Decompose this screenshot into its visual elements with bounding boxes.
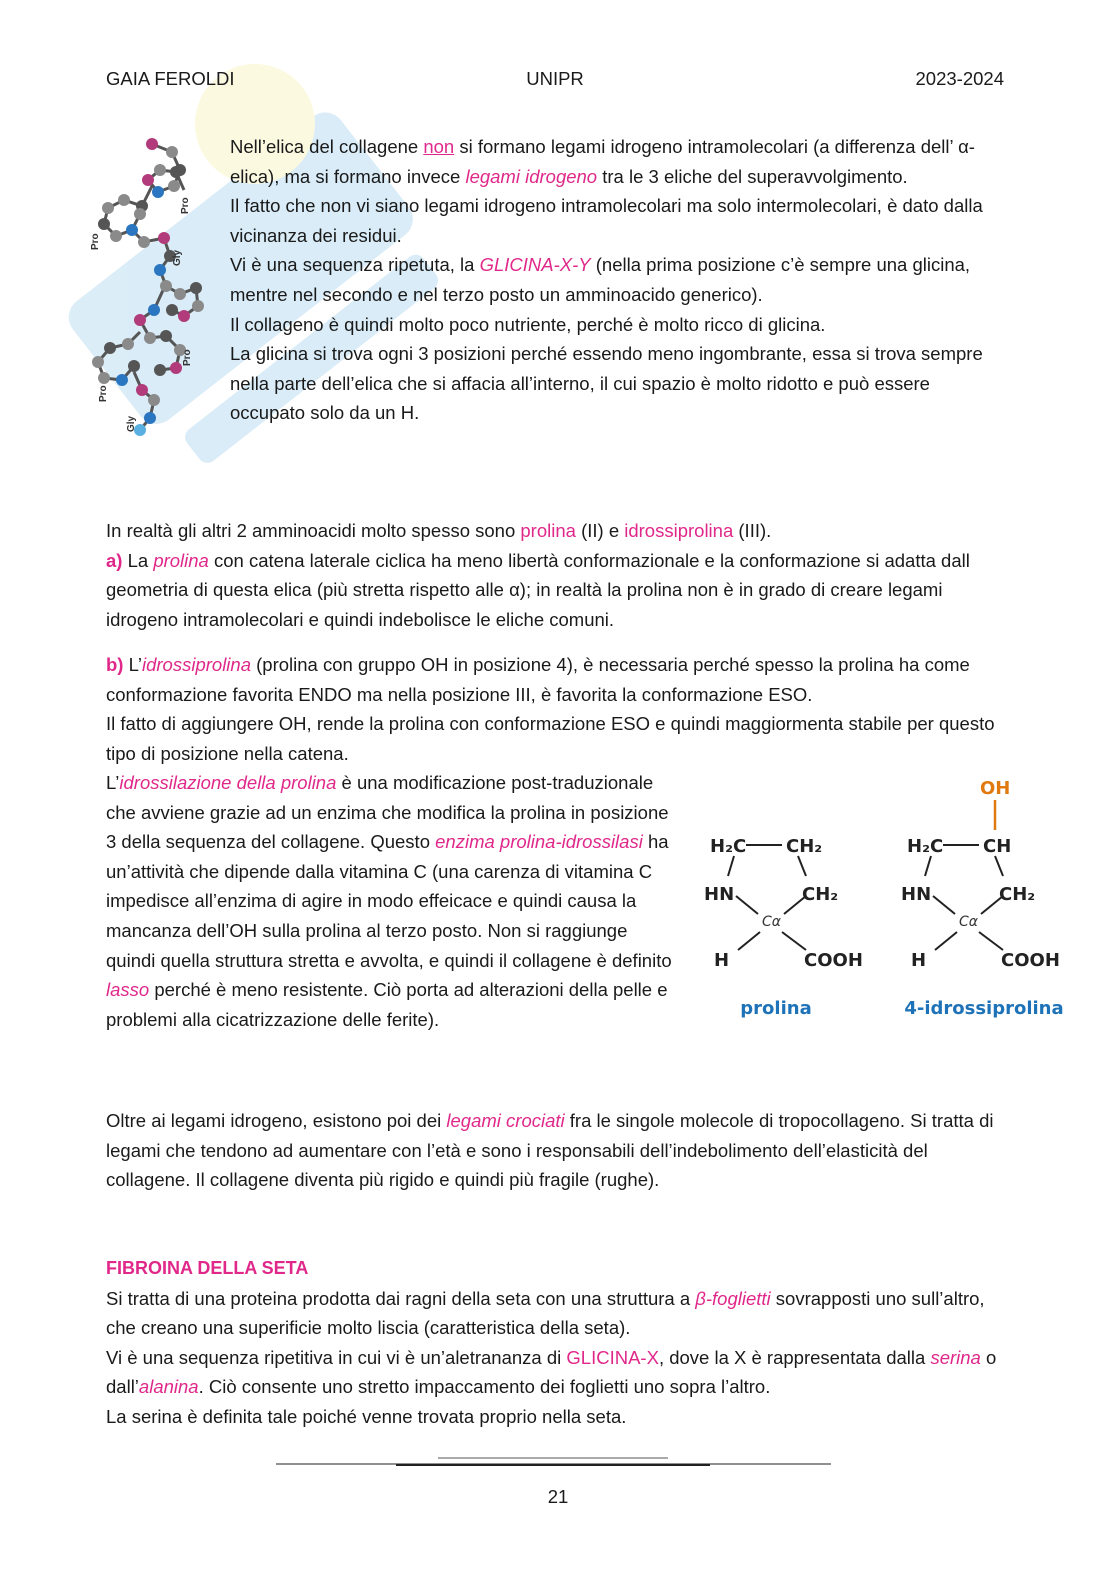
idrossilazione-paragraph: L’idrossilazione della prolina è una modificazione post-traduzionale che avviene grazie ad un enzima che modifica la prolina in posizione 3 della sequenza del collagene. Questo enzima prolina-idrossilasi ha un’attività che dipende dalla vitamina C (una carenza di vitamina C impedisce all’enzima di agire in modo effeicace e quindi causa la mancanza dell’OH sulla prolina al terzo posto. Non si raggiunge quindi quella struttura stretta e avvolta, e quindi il collagene è definito lasso perché è meno resistente. Ciò porta ad alterazioni della pelle e problemi alla cicatrizzazione delle ferite). — [106, 772, 672, 1030]
prolina-ch2-top: CH₂ — [786, 836, 823, 857]
highlight-legami-idrogeno: legami idrogeno — [465, 165, 598, 187]
point-a: a) La prolina con catena laterale ciclica ha meno libertà conformazionale e la conformazione si adatta dall geometria di questa elica (più stretta rispetto alle α); in realtà la prolina non è in grado di creare legami idrogeno intramolecolari e quindi indebolisce le eliche comuni. — [106, 549, 970, 630]
point-b-paragraph — [106, 650, 1006, 768]
idrossiprolina-name: 4-idrossiprolina — [904, 998, 1064, 1019]
proline-structures-figure — [698, 770, 1078, 1030]
highlight-enzima: enzima prolina-idrossilasi — [435, 831, 643, 853]
page-number: 21 — [547, 1486, 569, 1507]
helix-label-pro-1: Pro — [180, 197, 191, 214]
fibroina-p3: La serina è definita tale poiché venne trovata proprio nella seta. — [106, 1405, 627, 1427]
header-author: GAIA FEROLDI — [106, 68, 235, 89]
idrossi-hn: HN — [901, 884, 932, 905]
point-a-marker: a) — [106, 549, 123, 571]
intro-line-3: Vi è una sequenza ripetuta, la GLICINA-X-Y (nella prima posizione c’è sempre una glicina, mentre nel secondo e nel terzo posto un amminoacido generico). — [230, 254, 971, 305]
intro-paragraph — [230, 132, 1000, 428]
fibroina-p2: Vi è una sequenza ripetitiva in cui vi è un’aletrananza di GLICINA-X, dove la X è rappresentata dalla serina o dall’alanina. Ciò consente uno stretto impaccamento dei foglietti uno sopra l’altro. — [106, 1346, 997, 1398]
prolina-h: H — [714, 950, 730, 971]
prolina-name: prolina — [740, 998, 812, 1019]
crociati-paragraph: Oltre ai legami idrogeno, esistono poi dei legami crociati fra le singole molecole di tropocollageno. Si tratta di legami che tendono ad aumentare con l’età e sono i responsabili dell’indebolimento dell’elasticità del collagene. Il collagene diventa più rigido e quindi più fragile (rughe). — [106, 1110, 994, 1191]
header-university: UNIPR — [526, 68, 584, 89]
idrossi-ch: CH — [983, 836, 1012, 857]
idrossi-h2c: H₂C — [907, 836, 944, 857]
highlight-non: non — [423, 136, 455, 157]
idrossi-cooh: COOH — [1001, 950, 1060, 971]
page-header — [106, 68, 1004, 92]
helix-label-gly-2: Gly — [126, 415, 137, 432]
intro-line-4: Il collageno è quindi molto poco nutriente, perché è molto ricco di glicina. — [230, 313, 826, 335]
highlight-serina: serina — [930, 1346, 981, 1368]
helix-bonds — [98, 144, 198, 430]
idrossi-h: H — [911, 950, 927, 971]
prolina-ch2-right: CH₂ — [802, 884, 839, 905]
highlight-idrossiprolina-b: idrossiprolina — [142, 654, 251, 675]
intro-line-5: La glicina si trova ogni 3 posizioni perché essendo meno ingombrante, essa si trova sempre nella parte dell’elica che si affacia all’interno, il cui spazio è molto ridotto e può essere occupato solo da un H. — [230, 343, 983, 424]
helix-label-pro-4: Pro — [98, 385, 109, 402]
realta-paragraph: In realtà gli altri 2 amminoacidi molto spesso sono prolina (II) e idrossiprolina (III). a) La prolina con catena laterale ciclica ha meno libertà conformazionale e la conformazione si adatta dall geometria di questa elica (più stretta rispetto alle α); in realtà la prolina non è in grado di creare legami idrogeno intramolecolari e quindi indebolisce le eliche comuni. — [106, 516, 1006, 634]
fibroina-section — [106, 1254, 1006, 1432]
highlight-glicina-x: GLICINA-X — [566, 1346, 659, 1368]
helix-label-pro-2: Pro — [90, 233, 101, 250]
highlight-prolina: prolina — [520, 520, 576, 541]
point-b: b) L’idrossiprolina (prolina con gruppo OH in posizione 4), è necessaria perché spesso la prolina ha come conformazione favorita ENDO ma nella posizione III, è favorita la conformazione ESO. — [106, 654, 970, 705]
fibroina-title: FIBROINA DELLA SETA — [106, 1258, 309, 1278]
highlight-lasso: lasso — [106, 979, 150, 1001]
highlight-alanina: alanina — [138, 1376, 199, 1398]
intro-line-1: Nell’elica del collagene non si formano legami idrogeno intramolecolari (a differenza dell’ α-elica), ma si formano invece legami idrogeno tra le 3 eliche del superavvolgimento. — [230, 136, 975, 187]
prolina-calpha: Cα — [762, 914, 782, 930]
highlight-beta-foglietti: β-foglietti — [695, 1287, 771, 1309]
header-year: 2023-2024 — [915, 68, 1004, 89]
intro-line-2: Il fatto che non vi siano legami idrogeno intramolecolari ma solo intermolecolari, è dato dalla vicinanza dei residui. — [230, 195, 983, 246]
point-b-detail: Il fatto di aggiungere OH, rende la prolina con conformazione ESO e quindi maggiormenta stabile per questo tipo di posizione nella catena. — [106, 713, 995, 764]
footer-rule — [276, 1456, 831, 1468]
highlight-prolina-a: prolina — [153, 549, 209, 571]
idrossi-ch2: CH₂ — [999, 884, 1036, 905]
prolina-cooh: COOH — [804, 950, 863, 971]
prolina-h2c: H₂C — [710, 836, 747, 857]
helix-label-pro-3: Pro — [182, 349, 193, 366]
highlight-idrossilazione: idrossilazione della prolina — [119, 772, 337, 793]
highlight-legami-crociati: legami crociati — [446, 1110, 565, 1131]
collagen-helix-figure — [80, 130, 220, 440]
point-b-marker: b) — [106, 654, 124, 675]
idrossi-oh: OH — [980, 778, 1011, 799]
helix-label-gly-1: Gly — [172, 249, 183, 266]
highlight-idrossiprolina: idrossiprolina — [624, 520, 734, 541]
prolina-hn: HN — [704, 884, 735, 905]
idrossi-calpha: Cα — [959, 914, 979, 930]
highlight-glicina-x-y: GLICINA-X-Y — [479, 254, 591, 276]
fibroina-p1: Si tratta di una proteina prodotta dai ragni della seta con una struttura a β-foglietti sovrapposti uno sull’altro, che creano una superificie molto liscia (caratteristica della seta). — [106, 1287, 985, 1339]
